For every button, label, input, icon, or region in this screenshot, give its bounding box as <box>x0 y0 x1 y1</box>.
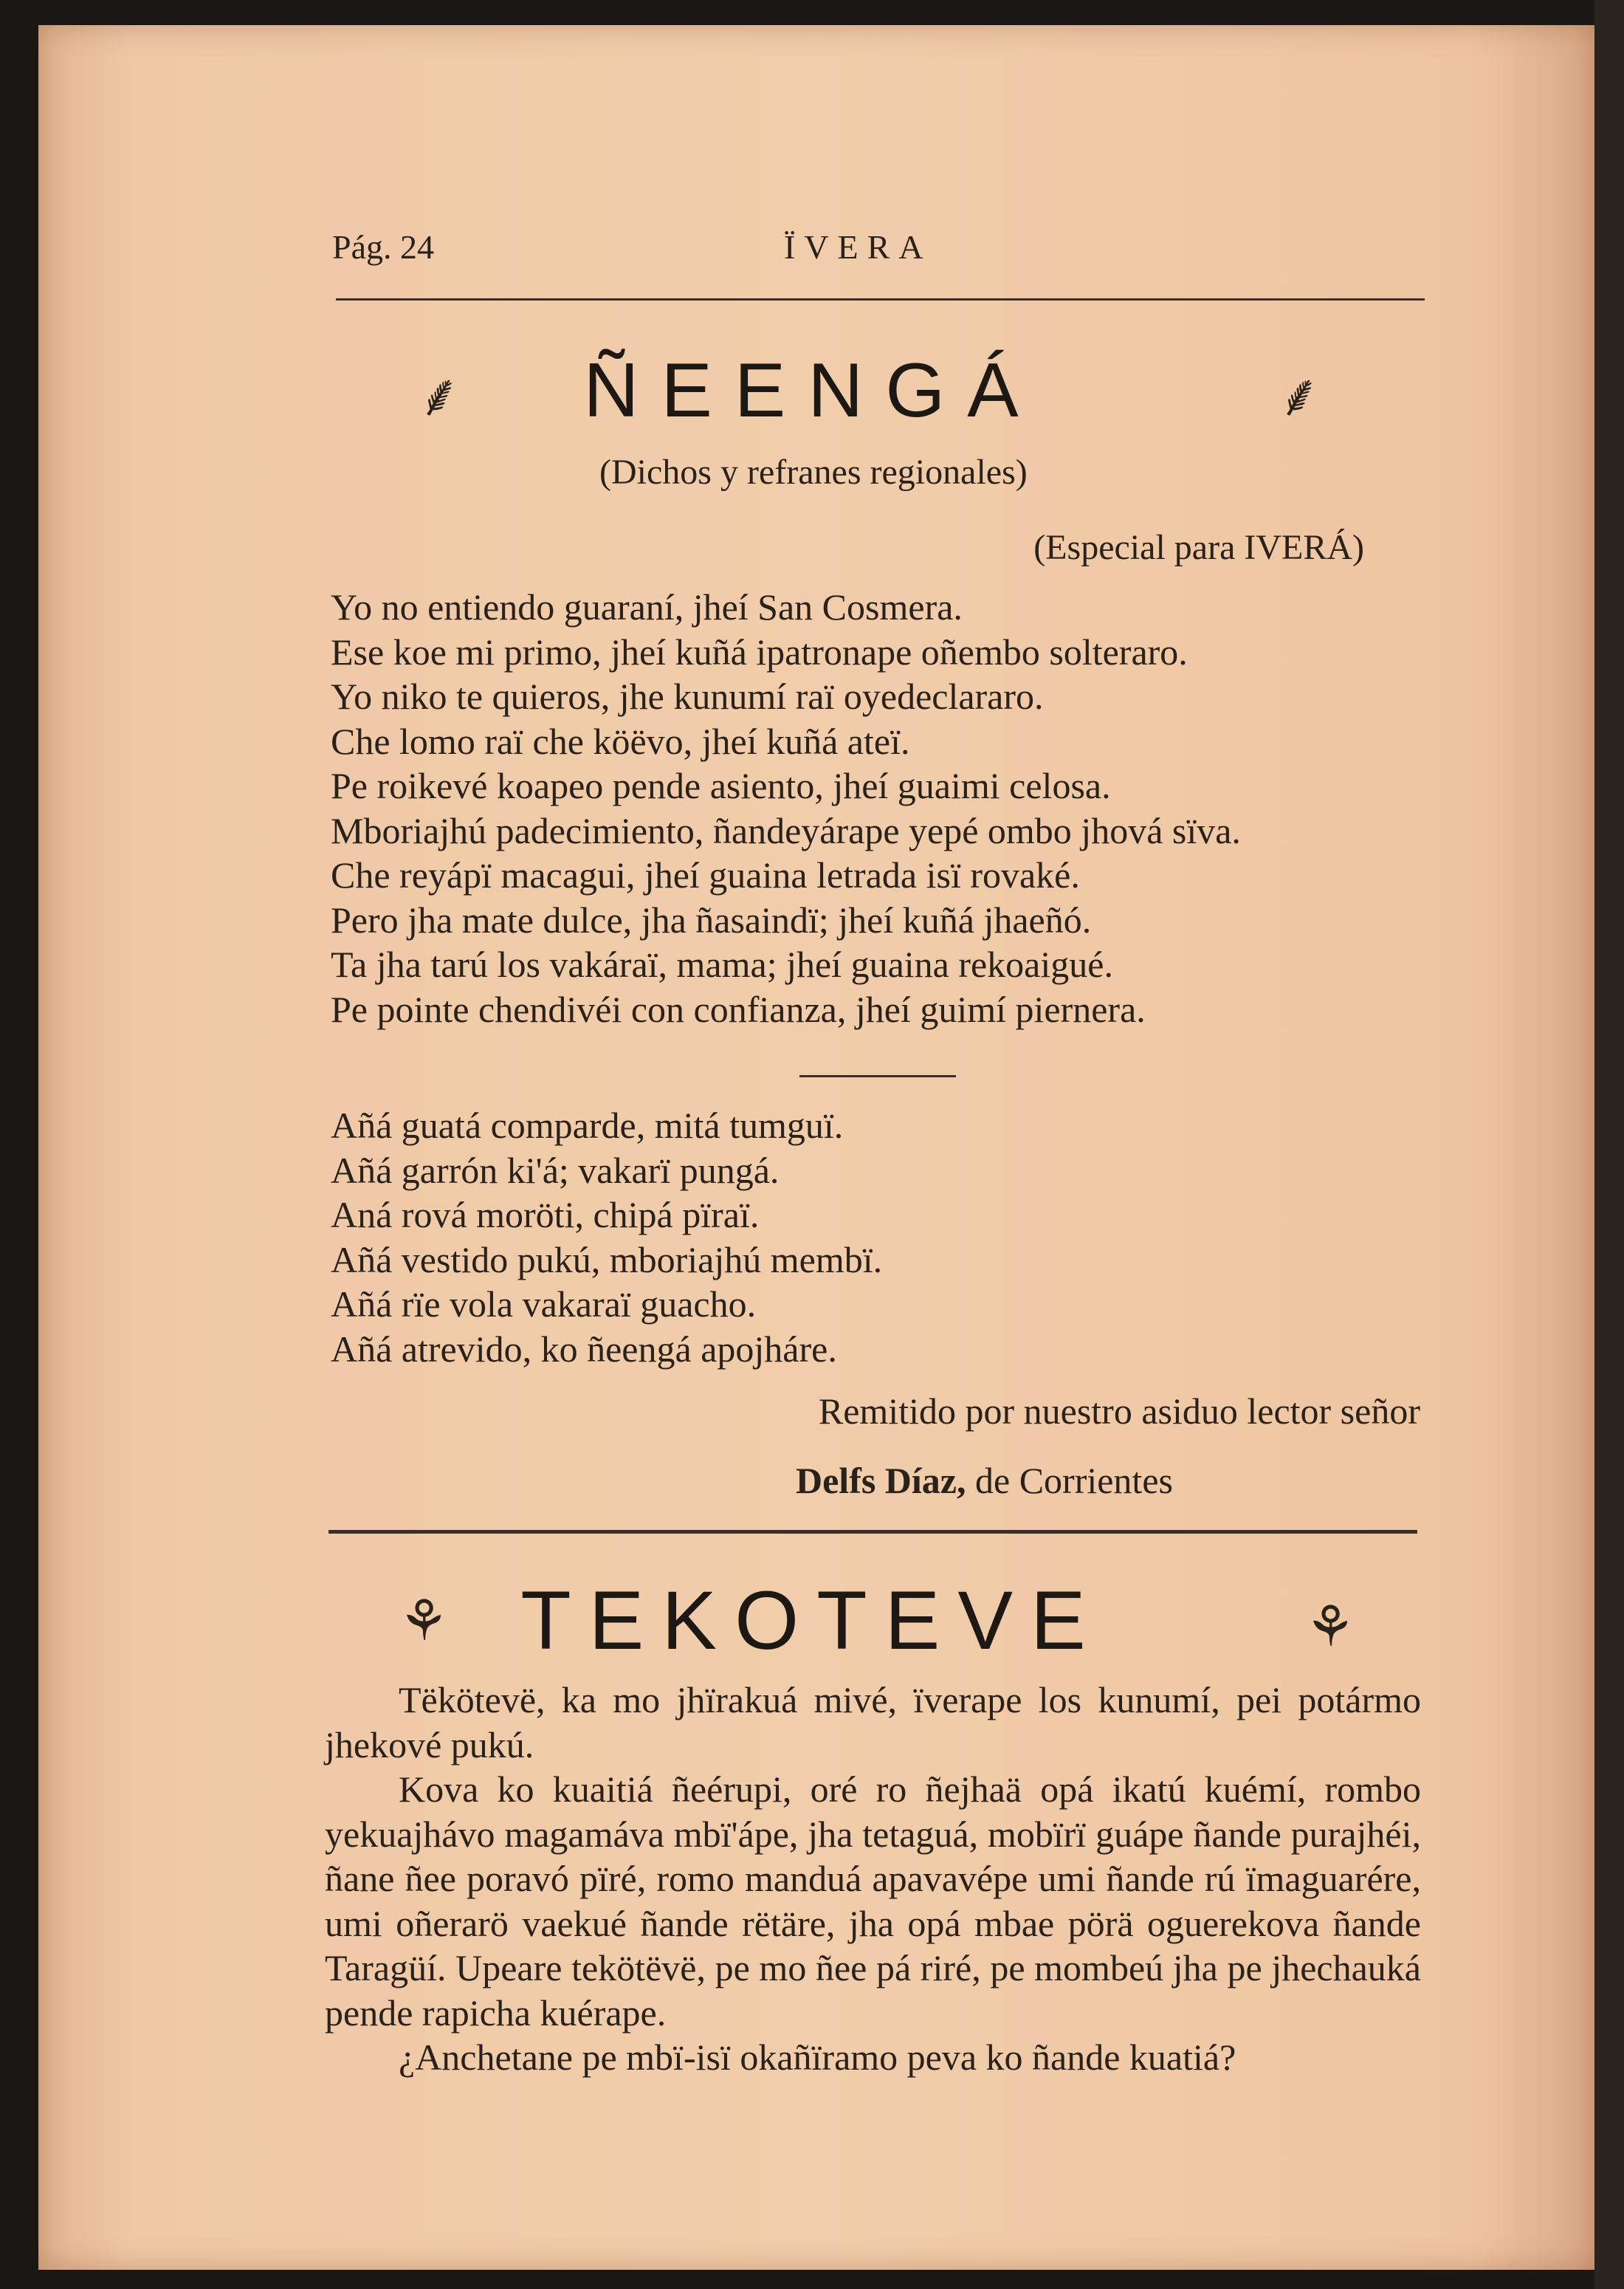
sayings-list <box>331 585 1241 1032</box>
credit-author <box>796 1459 1173 1502</box>
special-note: (Especial para IVERÁ) <box>1033 528 1364 567</box>
ana-line: Añá rïe vola vakaraï guacho. <box>331 1283 757 1325</box>
saying: Ta jha tarú los vakáraï, mama; jheí guaina rekoaigué. <box>331 944 1113 985</box>
paragraph: Tëkötevë, ka mo jhïrakuá mivé, ïverape los kunumí, pei potármo jhekové pukú. <box>325 1679 1421 1765</box>
tekoteve-text <box>325 1678 1421 2080</box>
saying: Pe pointe chendivéi con confianza, jheí guimí piernera. <box>331 988 1146 1030</box>
page-number: Pág. 24 <box>332 228 434 266</box>
saying: Che reyápï macagui, jheí guaina letrada isï rovaké. <box>331 854 1080 896</box>
saying: Pero jha mate dulce, jha ñasaindï; jheí kuñá jhaeñó. <box>331 899 1092 941</box>
ana-list <box>331 1103 882 1371</box>
author-name: Delfs Díaz, <box>796 1460 966 1501</box>
ana-line: Añá garrón ki'á; vakarï pungá. <box>331 1149 780 1191</box>
ana-line: Aná rová moröti, chipá pïraï. <box>331 1194 760 1235</box>
flower-icon: ⚘ <box>1305 1593 1356 1659</box>
credit-line: Remitido por nuestro asiduo lector señor <box>818 1390 1420 1432</box>
magazine-name: ÏVERA <box>784 228 932 266</box>
separator <box>799 1075 956 1077</box>
section-divider <box>328 1530 1417 1534</box>
fleuron-icon: ⸙ <box>1277 361 1321 430</box>
ana-line: Añá atrevido, ko ñeengá apojháre. <box>331 1328 837 1370</box>
saying: Mboriajhú padecimiento, ñandeyárape yepé ombo jhová sïva. <box>331 809 1241 851</box>
paragraph: ¿Anchetane pe mbï-isï okañïramo peva ko ñande kuatiá? <box>399 2036 1236 2078</box>
section-title-tekoteve: TEKOTEVE <box>520 1574 1104 1667</box>
header-rule <box>336 298 1425 301</box>
section-title-neenga: ÑEENGÁ <box>583 348 1041 433</box>
saying: Pe roikevé koapeo pende asiento, jheí guaimi celosa. <box>331 765 1111 806</box>
saying: Che lomo raï che köëvo, jheí kuñá ateï. <box>331 720 910 762</box>
ana-line: Añá vestido pukú, mboriajhú membï. <box>331 1238 883 1280</box>
paragraph: Kova ko kuaitiá ñeérupi, oré ro ñejhaä opá ikatú kuémí, rombo yekuajhávo magamáva mbï'ápe, jha tetaguá, mobïrï guápe ñande purajhéi, ñane ñee poravó pïré, romo manduá apavavépe umi ñande rú ïmaguarére, umi oñerarö vaekué ñande rëtäre, jha opá mbae pörä oguerekova ñande Taragüí. Upeare tekötëvë, pe mo ñee pá riré, pe mombeú jha pe jhechauká pende rapicha kuérape. <box>325 1768 1421 2034</box>
ana-line: Añá guatá comparde, mitá tumguï. <box>331 1105 844 1146</box>
subtitle: (Dichos y refranes regionales) <box>599 453 1028 492</box>
saying: Yo no entiendo guaraní, jheí San Cosmera. <box>331 586 963 628</box>
fleuron-icon: ⸙ <box>417 361 461 430</box>
saying: Yo niko te quieros, jhe kunumí raï oyedeclararo. <box>331 676 1044 717</box>
flower-icon: ⚘ <box>399 1588 450 1653</box>
book-spine <box>1594 0 1624 2289</box>
author-place: de Corrientes <box>966 1460 1173 1501</box>
saying: Ese koe mi primo, jheí kuñá ipatronape oñembo solteraro. <box>331 631 1188 673</box>
